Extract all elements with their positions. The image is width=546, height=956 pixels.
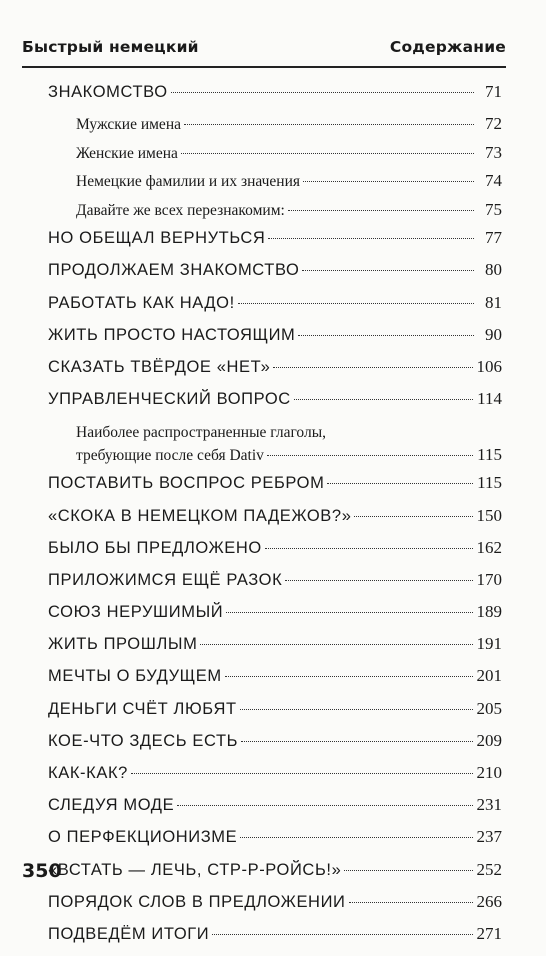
dot-leader (288, 210, 474, 211)
toc-chapter (48, 860, 502, 892)
toc-chapter (48, 293, 502, 325)
toc-page-number: 71 (485, 82, 502, 101)
toc-page-number: 210 (476, 763, 502, 782)
toc-chapter (48, 228, 502, 260)
dot-leader (354, 516, 472, 517)
toc-entry-title: ПОДВЕДЁМ ИТОГИ (48, 924, 210, 943)
dot-leader (238, 303, 474, 304)
toc-subsection (48, 200, 502, 229)
toc-page-number: 75 (485, 199, 502, 219)
toc-entry-title: ПРИЛОЖИМСЯ ЕЩЁ РАЗОК (48, 570, 283, 589)
toc-page-number: 237 (476, 827, 502, 847)
toc-entry-title: СОЮЗ НЕРУШИМЫЙ (48, 603, 224, 622)
dot-leader (294, 399, 473, 400)
toc-chapter (48, 924, 502, 956)
toc-entry-title: РАБОТАТЬ КАК НАДО! (48, 293, 235, 312)
toc-page-number: 77 (485, 228, 502, 248)
dot-leader (273, 367, 472, 368)
toc-page-number: 115 (477, 473, 502, 493)
toc-entry-title: Давайте же всех перезнакомим: (76, 201, 285, 219)
toc-subsection (48, 143, 502, 172)
dot-leader (303, 181, 474, 182)
toc-page-number: 81 (485, 292, 502, 312)
toc-chapter (48, 763, 502, 795)
toc-entry-title: Женские имена (76, 144, 178, 162)
toc-entry-title: КОЕ-ЧТО ЗДЕСЬ ЕСТЬ (48, 731, 239, 750)
dot-leader (240, 837, 472, 838)
toc-chapter (48, 538, 502, 570)
dot-leader (302, 270, 474, 271)
toc-chapter (48, 570, 502, 602)
toc-page-number: 74 (485, 171, 502, 191)
dot-leader (212, 934, 472, 935)
dot-leader (241, 741, 472, 742)
toc-page-number: 266 (476, 891, 502, 911)
toc-page-number: 201 (476, 666, 502, 686)
toc-page-number: 106 (476, 356, 502, 376)
toc-entry-title: УПРАВЛЕНЧЕСКИЙ ВОПРОС (48, 390, 291, 409)
dot-leader (184, 124, 474, 125)
dot-leader (181, 153, 474, 154)
toc-page-number: 80 (485, 260, 502, 280)
toc-entry (48, 421, 502, 473)
toc-page-number: 114 (477, 389, 502, 409)
toc-entry-title: «ВСТАТЬ — ЛЕЧЬ, СТР-Р-РОЙСЬ!» (48, 860, 342, 879)
dot-leader (298, 335, 474, 336)
toc-entry-title: требующие после себя Dativ (76, 447, 264, 465)
toc-page-number: 90 (485, 324, 502, 344)
toc-chapter (48, 602, 502, 634)
toc-chapter (48, 699, 502, 731)
dot-leader (268, 238, 474, 239)
toc-entry-title: МЕЧТЫ О БУДУЩЕМ (48, 667, 222, 686)
toc-entry-title: ДЕНЬГИ СЧЁТ ЛЮБЯТ (48, 699, 237, 718)
toc-entry-title: ПРОДОЛЖАЕМ ЗНАКОМСТВО (48, 261, 300, 280)
dot-leader (327, 483, 473, 484)
toc-chapter (48, 506, 502, 538)
toc-page-number: 209 (476, 730, 502, 750)
toc-entry-title: ЖИТЬ ПРОШЛЫМ (48, 635, 198, 654)
toc-page-number: 189 (476, 602, 502, 622)
toc-chapter (48, 795, 502, 827)
toc-page-number: 115 (477, 445, 502, 465)
running-header (22, 38, 506, 56)
toc-entry-title-line: Наиболее распространенные глаголы, (76, 424, 326, 442)
dot-leader (285, 580, 472, 581)
dot-leader (240, 709, 473, 710)
toc-chapter (48, 666, 502, 698)
toc-entry-title: СКАЗАТЬ ТВЁРДОЕ «НЕТ» (48, 357, 271, 376)
toc-page-number: 170 (476, 569, 502, 589)
dot-leader (225, 676, 473, 677)
toc-chapter (48, 473, 502, 505)
toc-subsection (48, 114, 502, 143)
toc-page-number: 73 (485, 142, 502, 162)
dot-leader (200, 644, 472, 645)
toc-page-number: 150 (476, 505, 502, 525)
toc-page-number: 271 (476, 923, 502, 943)
toc-entry-title: ПОСТАВИТЬ ВОСПРОС РЕБРОМ (48, 474, 325, 493)
header-rule (22, 66, 506, 68)
dot-leader (226, 612, 472, 613)
toc-entry-title: Немецкие фамилии и их значения (76, 173, 301, 191)
toc-entry-title: «СКОКА В НЕМЕЦКОМ ПАДЕЖОВ?» (48, 506, 352, 525)
toc-entry-title: ЗНАКОМСТВО (48, 83, 168, 101)
toc-chapter (48, 357, 502, 389)
dot-leader (171, 92, 474, 93)
toc-chapter (48, 389, 502, 421)
toc-chapter (48, 892, 502, 924)
dot-leader (265, 548, 473, 549)
dot-leader (131, 773, 473, 774)
toc-subsection (48, 171, 502, 200)
toc-entry-title: Мужские имена (76, 116, 181, 134)
toc-page-number: 205 (476, 698, 502, 718)
toc-page-number: 162 (476, 537, 502, 557)
toc-entry-title: ПОРЯДОК СЛОВ В ПРЕДЛОЖЕНИИ (48, 892, 346, 911)
table-of-contents (48, 82, 502, 956)
toc-chapter (48, 82, 502, 114)
dot-leader (344, 870, 472, 871)
toc-page-number: 72 (485, 114, 502, 134)
dot-leader (177, 805, 472, 806)
page-number: 350 (22, 860, 62, 882)
toc-entry-title: О ПЕРФЕКЦИОНИЗМЕ (48, 828, 238, 847)
toc-chapter (48, 634, 502, 666)
toc-chapter (48, 325, 502, 357)
dot-leader (267, 455, 473, 456)
toc-entry-title: НО ОБЕЩАЛ ВЕРНУТЬСЯ (48, 229, 266, 248)
toc-entry-title: ЖИТЬ ПРОСТО НАСТОЯЩИМ (48, 325, 296, 344)
toc-page-number: 231 (476, 795, 502, 815)
dot-leader (349, 902, 473, 903)
toc-page-number: 252 (476, 859, 502, 879)
toc-chapter (48, 731, 502, 763)
toc-entry-title: КАК-КАК? (48, 764, 128, 782)
toc-entry-title: БЫЛО БЫ ПРЕДЛОЖЕНО (48, 538, 262, 557)
toc-chapter (48, 827, 502, 859)
toc-entry-title: СЛЕДУЯ МОДЕ (48, 796, 175, 815)
toc-page-number: 191 (476, 634, 502, 654)
toc-chapter (48, 260, 502, 292)
book-title: Быстрый немецкий (22, 38, 199, 56)
section-title: Содержание (389, 38, 506, 56)
